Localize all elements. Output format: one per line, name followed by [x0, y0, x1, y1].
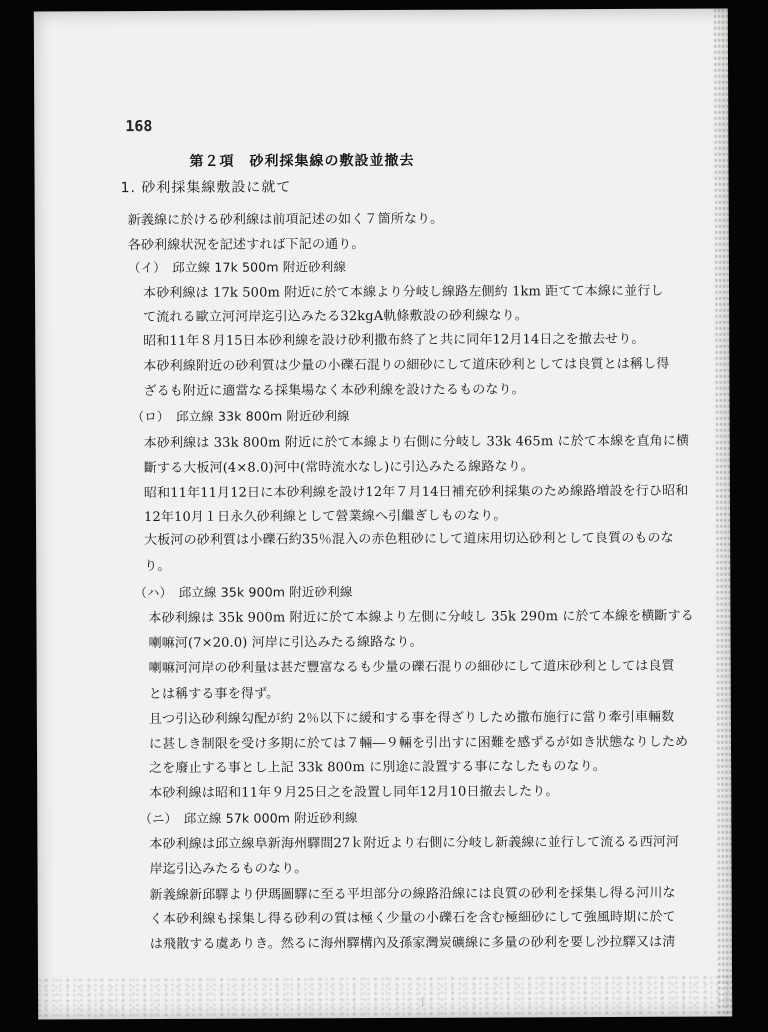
text-line: に甚しき制限を受け多期に於ては７輛―９輛を引出すに困難を感ずるが如き狀態なりしため [148, 734, 689, 753]
text-line: 本砂利線は邱立線阜新海州驛間27ｋ附近より右側に分岐し新義線に並行して流るる西河河 [149, 834, 680, 853]
subsection-title: （ニ） 邱立線 57k 000m 附近砂利線 [139, 810, 358, 827]
text-line: とは稱する事を得ず。 [148, 686, 280, 703]
text-line: 且つ引込砂利線勾配が約 2％以下に緩和する事を得ざりしため撒布施行に當り牽引車輛数 [148, 709, 675, 728]
text-line: 昭和11年11月12日に本砂利線を設け12年７月14日補充砂利採集のため線路増設を行ひ昭和 [143, 483, 689, 502]
subsection-title: （ロ） 邱立線 33k 800m 附近砂利線 [131, 408, 350, 425]
page-number: 168 [125, 117, 153, 136]
text-line: ざるも附近に適當なる採集場なく本砂利線を設けたるものなり。 [143, 382, 525, 400]
text-line: 新義線に於ける砂利線は前項記述の如く７箇所なり。 [127, 211, 444, 229]
paper-page [34, 8, 732, 1019]
subsection-title: （イ） 邱立線 17k 500m 附近砂利線 [127, 259, 347, 276]
subsection-title: （ハ） 邱立線 35k 900m 附近砂利線 [134, 584, 353, 601]
text-line: 本砂利線は 33k 800m 附近に於て本線より右側に分岐し 33k 465m に於て本線を直角に横 [143, 433, 690, 452]
text-line: 岸迄引込みたるものなり。 [149, 861, 308, 878]
text-line: 各砂利線状況を記述すれば下記の通り。 [127, 237, 365, 254]
text-line: 昭和11年８月15日本砂利線を設け砂利撒布終了と共に同年12月14日之を撤去せり。 [143, 331, 645, 350]
subheading: 1. 砂利採集線敷設に就て [120, 179, 292, 197]
text-line: は飛散する虞ありき。然るに海州驛構內及孫家灣炭礦線に多量の砂利を要し沙拉驛又は淸 [149, 934, 676, 953]
section-title: 第２項 砂利採集線の敷設並撤去 [189, 152, 415, 170]
scan-mark [422, 997, 423, 1007]
text-line: く本砂利線も採集し得る砂利の質は極く少量の小礫石を含む極細砂にして強風時期に於て [149, 909, 676, 928]
text-line: り。 [144, 558, 171, 575]
text-line: 12年10月１日永久砂利線として營業線へ引繼ぎしものなり。 [143, 508, 507, 526]
text-line: 喇嘛河河岸の砂利量は甚だ豐富なるも少量の礫石混りの細砂にして道床砂利としては良質 [148, 658, 675, 677]
text-line: 之を廢止する事とし上記 33k 800m に別途に設置する事になしたものなり。 [149, 759, 606, 777]
text-line: 本砂利線は昭和11年９月25日之を設置し同年12月10日撤去したり。 [149, 784, 559, 802]
text-line: 本砂利線は 35k 900m 附近に於て本線より左側に分岐し 35k 290m に於て本線を横斷する [148, 608, 694, 627]
text-line: 大板河の砂利質は小礫石約35％混入の赤色粗砂にして道床用切込砂利として良質のものな [144, 530, 674, 549]
text-line: 本砂利線は 17k 500m 附近に於て本線より分岐し線路左側約 1km 距てて本線に並行し [143, 283, 664, 302]
text-line: 新義線新邱驛より伊瑪圖驛に至る平坦部分の線路沿線には良質の砂利を採集し得る河川な [149, 885, 676, 904]
text-line: 喇嘛河(7×20.0) 河岸に引込みたる線路なり。 [148, 634, 423, 652]
text-line: 斷する大板河(4×8.0)河中(常時流水なし)に引込みたる線路なり。 [143, 459, 535, 477]
text-line: て流れる歐立河河岸迄引込みたる32kgA軌條敷設の砂利線なり。 [143, 308, 528, 326]
text-line: 本砂利線附近の砂利質は少量の小礫石混りの細砂にして道床砂利としては良質とは稱し得 [143, 356, 670, 375]
page-content [34, 8, 732, 1019]
